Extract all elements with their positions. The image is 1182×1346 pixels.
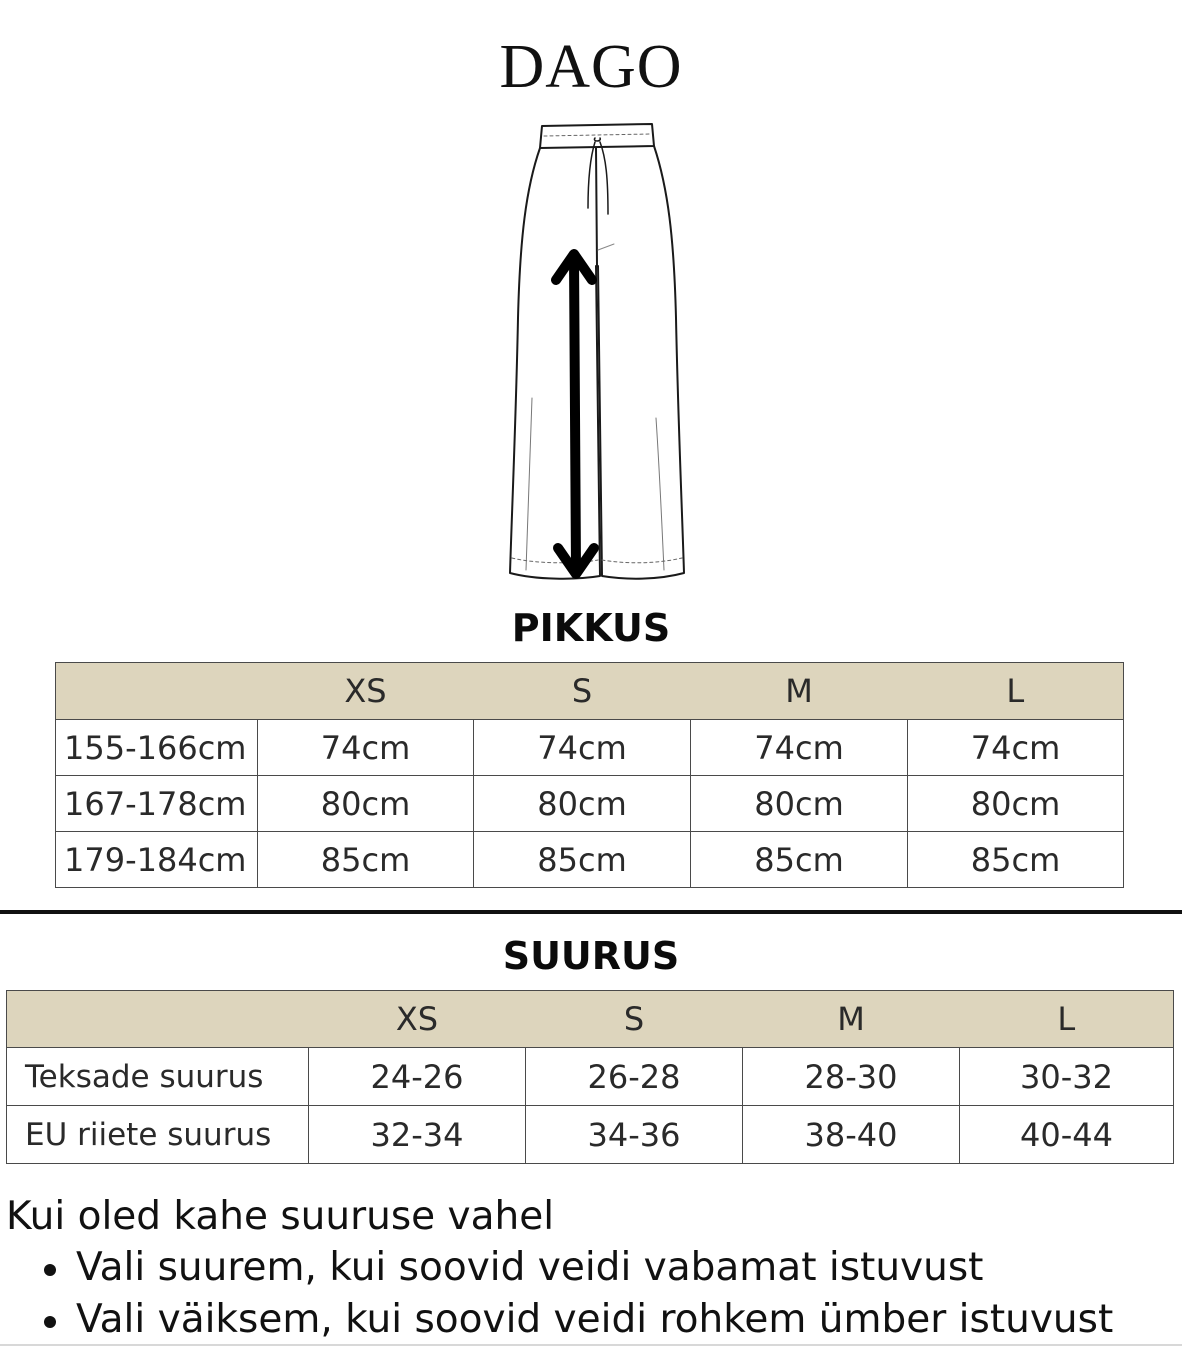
column-header-l: L (960, 991, 1174, 1048)
table-cell: 28-30 (743, 1048, 960, 1106)
table-cell: 80cm (691, 776, 908, 832)
row-label: Teksade suurus (7, 1048, 309, 1106)
column-header-m: M (743, 991, 960, 1048)
column-header-empty (7, 991, 309, 1048)
advice-text: Vali suurem, kui soovid veidi vabamat istuvust (76, 1245, 984, 1290)
table-row (7, 1048, 1174, 1106)
table-row (56, 832, 1124, 888)
table-row (56, 776, 1124, 832)
table-cell: 24-26 (309, 1048, 526, 1106)
length-arrow-icon (556, 254, 594, 574)
table-header-row (56, 663, 1124, 720)
row-label: EU riiete suurus (7, 1106, 309, 1164)
size-table (6, 990, 1174, 1164)
table-cell: 40-44 (960, 1106, 1174, 1164)
table-cell: 80cm (474, 776, 691, 832)
bullet-icon (44, 1316, 56, 1328)
table-cell: 80cm (908, 776, 1124, 832)
table-cell: 26-28 (526, 1048, 743, 1106)
advice-list (6, 1242, 1182, 1346)
table-cell: 74cm (908, 720, 1124, 776)
row-label: 155-166cm (56, 720, 258, 776)
row-label: 167-178cm (56, 776, 258, 832)
table-cell: 74cm (258, 720, 474, 776)
bullet-icon (44, 1264, 56, 1276)
column-header-s: S (526, 991, 743, 1048)
table-row (56, 720, 1124, 776)
length-table (55, 662, 1124, 888)
table-cell: 74cm (474, 720, 691, 776)
column-header-m: M (691, 663, 908, 720)
size-section-title: SUURUS (502, 934, 680, 978)
column-header-xs: XS (309, 991, 526, 1048)
advice-text: Vali väiksem, kui soovid veidi rohkem ümber istuvust (76, 1297, 1114, 1342)
list-item (76, 1242, 1182, 1294)
list-item (76, 1294, 1182, 1346)
column-header-s: S (474, 663, 691, 720)
table-cell: 85cm (908, 832, 1124, 888)
advice-lead: Kui oled kahe suuruse vahel (6, 1194, 555, 1239)
row-label: 179-184cm (56, 832, 258, 888)
table-cell: 30-32 (960, 1048, 1174, 1106)
fit-advice (6, 1192, 1182, 1346)
column-header-l: L (908, 663, 1124, 720)
brand-logo: DAGO (499, 33, 683, 101)
column-header-empty (56, 663, 258, 720)
table-cell: 80cm (258, 776, 474, 832)
table-cell: 85cm (691, 832, 908, 888)
table-row (7, 1106, 1174, 1164)
table-cell: 38-40 (743, 1106, 960, 1164)
table-cell: 85cm (474, 832, 691, 888)
column-header-xs: XS (258, 663, 474, 720)
table-cell: 32-34 (309, 1106, 526, 1164)
table-header-row (7, 991, 1174, 1048)
table-cell: 74cm (691, 720, 908, 776)
pants-illustration (496, 118, 692, 590)
table-cell: 34-36 (526, 1106, 743, 1164)
length-section-title: PIKKUS (511, 606, 671, 650)
table-cell: 85cm (258, 832, 474, 888)
section-divider (0, 910, 1182, 914)
